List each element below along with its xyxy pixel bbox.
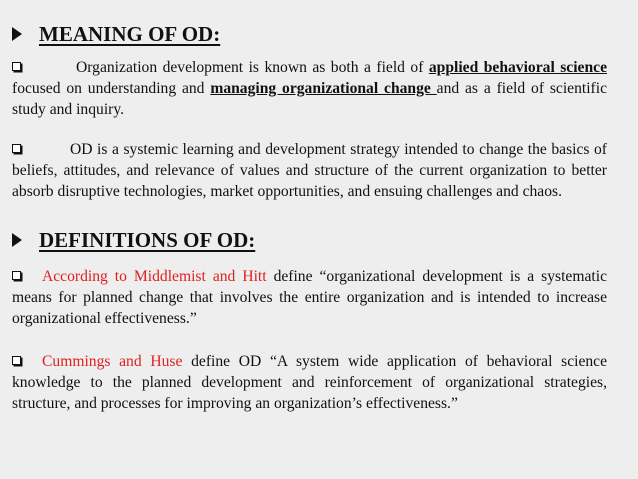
meaning-paragraph-2: OD is a systemic learning and development strategy intended to change the basics of beliefs, attitudes, and relevance of values and structure of the current organization to better absorb disruptive technologies, market opportunities, and ensuing challenges and chaos. xyxy=(12,141,607,200)
checkbox-bullet-icon xyxy=(12,356,21,365)
definitions-heading-text: DEFINITIONS OF OD: xyxy=(39,227,256,252)
term-applied-behavioral-science: applied behavioral science xyxy=(428,59,607,76)
term-managing-organizational-change: managing organizational change xyxy=(210,80,437,97)
definition-1-source: According to Middlemist and Hitt xyxy=(42,268,267,285)
definitions-heading xyxy=(6,223,255,257)
checkbox-bullet-icon xyxy=(12,144,21,153)
definition-1: According to Middlemist and Hitt define “organizational development is a systematic means for planned change that involves the entire organization and is intended to increase organizational effectiveness.” xyxy=(12,268,607,327)
meaning-paragraph-1: Organization development is known as both a field of applied behavioral science focused on understanding and managing organizational change and as a field of scientific study and inquiry. xyxy=(12,59,608,118)
definition-2: Cummings and Huse define OD “A system wide application of behavioral science knowledge to the planned development and reinforcement of organizational strategies, structure, and processes for improving an organization’s effectiveness.” xyxy=(12,353,608,412)
checkbox-bullet-icon xyxy=(12,271,21,280)
meaning-heading-text: MEANING OF OD: xyxy=(39,21,221,46)
checkbox-bullet-icon xyxy=(12,62,21,71)
arrow-bullet-icon xyxy=(12,233,22,247)
definition-2-source: Cummings and Huse xyxy=(42,353,183,370)
meaning-heading xyxy=(6,17,220,51)
arrow-bullet-icon xyxy=(12,27,22,41)
